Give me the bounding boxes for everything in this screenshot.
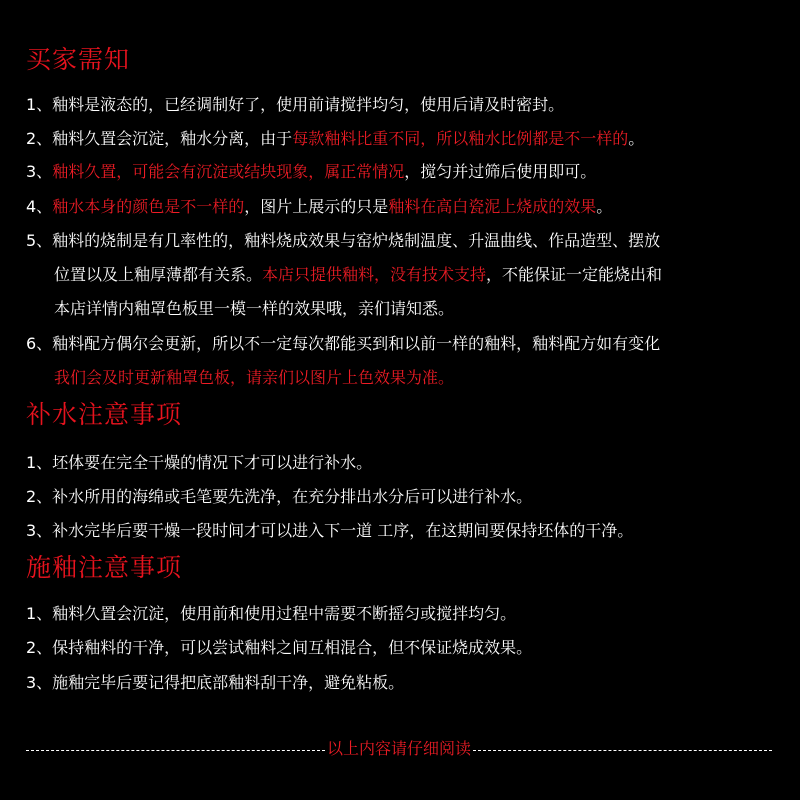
item-text: 4、	[26, 197, 53, 216]
item-text: 位置以及上釉厚薄都有关系。	[54, 265, 263, 284]
glazing-item-2: 2、保持釉料的干净，可以尝试釉料之间互相混合，但不保证烧成效果。	[26, 638, 533, 657]
dashed-divider-right	[473, 750, 772, 751]
glazing-item-3: 3、施釉完毕后要记得把底部釉料刮干净，避免粘板。	[26, 673, 405, 692]
buyer-notice-item-6-line-2	[54, 367, 454, 389]
rehydration-item-3: 3、补水完毕后要干燥一段时间才可以进入下一道 工序，在这期间要保持坯体的干净。	[26, 521, 634, 540]
item-highlight: 本店只提供釉料，没有技术支持	[262, 265, 487, 284]
item-text: ，不能保证一定能烧出和	[486, 265, 663, 284]
buyer-notice-item-3	[26, 161, 596, 183]
buyer-notice-item-1	[26, 94, 564, 116]
buyer-notice-item-5-line-3	[54, 298, 454, 320]
buyer-notice-heading: 买家需知	[26, 45, 131, 74]
item-highlight: 釉料久置，可能会有沉淀或结块现象，属正常情况	[52, 162, 405, 181]
rehydration-item-1: 1、坯体要在完全干燥的情况下才可以进行补水。	[26, 453, 373, 472]
item-highlight: 每款釉料比重不同，所以釉水比例都是不一样的	[292, 129, 629, 148]
footer-reminder	[26, 738, 772, 760]
item-text: 2、釉料久置会沉淀，釉水分离，由于	[26, 129, 293, 148]
buyer-notice-item-6-line-1	[26, 333, 660, 355]
item-text: 3、	[26, 162, 53, 181]
item-text: 。	[628, 129, 645, 148]
item-highlight: 釉水本身的颜色是不一样的	[52, 197, 245, 216]
buyer-notice-item-5-line-1	[26, 230, 660, 252]
rehydration-heading: 补水注意事项	[26, 400, 183, 429]
item-text: 。	[596, 197, 613, 216]
item-text: 本店详情内釉罩色板里一模一样的效果哦，亲们请知悉。	[54, 299, 455, 318]
item-text: ，图片上展示的只是	[244, 197, 389, 216]
item-text: 1、釉料是液态的，已经调制好了，使用前请搅拌均匀，使用后请及时密封。	[26, 95, 565, 114]
item-text: 5、釉料的烧制是有几率性的，釉料烧成效果与窑炉烧制温度、升温曲线、作品造型、摆放	[26, 231, 661, 250]
glazing-heading: 施釉注意事项	[26, 553, 183, 582]
rehydration-item-2: 2、补水所用的海绵或毛笔要先洗净，在充分排出水分后可以进行补水。	[26, 487, 533, 506]
footer-text: 以上内容请仔细阅读	[327, 739, 472, 758]
item-highlight: 釉料在高白瓷泥上烧成的效果	[388, 197, 597, 216]
item-text: 6、釉料配方偶尔会更新，所以不一定每次都能买到和以前一样的釉料，釉料配方如有变化	[26, 334, 661, 353]
buyer-notice-item-2	[26, 128, 644, 150]
glazing-item-1: 1、釉料久置会沉淀，使用前和使用过程中需要不断摇匀或搅拌均匀。	[26, 604, 517, 623]
item-highlight: 我们会及时更新釉罩色板，请亲们以图片上色效果为准。	[54, 368, 455, 387]
item-text: ，搅匀并过筛后使用即可。	[404, 162, 597, 181]
buyer-notice-item-5-line-2	[54, 264, 662, 286]
buyer-notice-item-4	[26, 196, 612, 218]
dashed-divider-left	[26, 750, 325, 751]
